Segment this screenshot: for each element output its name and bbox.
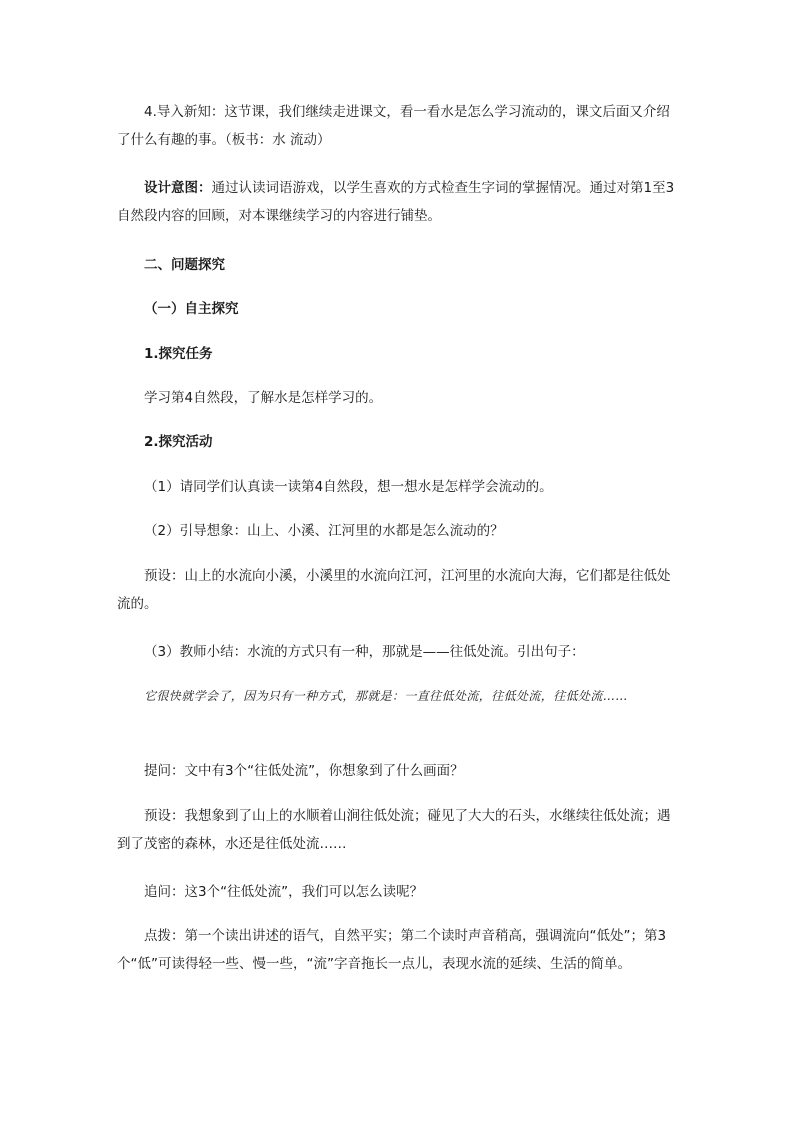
- activity-item-3: （3）教师小结：水流的方式只有一种，那就是——往低处流。引出句子：: [144, 644, 585, 660]
- design-intent-label: 设计意图：: [144, 180, 212, 196]
- design-intent-text: 通过认读词语游戏，以学生喜欢的方式检查生字词的掌握情况。通过对第1至3自然段内容的回顾，对本课继续学习的内容进行铺垫。: [117, 180, 675, 224]
- question-1: 提问：文中有3个“往低处流”，你想象到了什么画面？: [144, 763, 464, 779]
- activity-item-2: （2）引导想象：山上、小溪、江河里的水都是怎么流动的？: [144, 523, 504, 539]
- activity-heading: 2.探究活动: [144, 434, 213, 450]
- activity-item-1: （1）请同学们认真读一读第4自然段，想一想水是怎样学会流动的。: [144, 479, 553, 495]
- task-heading: 1.探究任务: [144, 346, 213, 362]
- question-1-preset: 预设：我想象到了山上的水顺着山涧往低处流；碰见了大大的石头，水继续往低处流；遇到了茂密的森林，水还是往低处流……: [117, 808, 671, 852]
- subsection-heading: （一）自主探究: [144, 301, 239, 317]
- task-text: 学习第4自然段，了解水是怎样学习的。: [144, 390, 383, 406]
- quoted-sentence: 它很快就学会了，因为只有一种方式，那就是：一直往低处流，往低处流，往低处流……: [144, 689, 628, 703]
- question-2: 追问：这3个“往低处流”，我们可以怎么读呢？: [144, 884, 424, 900]
- intro-paragraph: 4.导入新知：这节课，我们继续走进课文，看一看水是怎么学习流动的，课文后面又介绍了什么有趣的事。（板书：水 流动）: [117, 104, 670, 148]
- question-2-guidance: 点拨：第一个读出讲述的语气，自然平实；第二个读时声音稍高，强调流向“低处”；第3个“低”可读得轻一些、慢一些，“流”字音拖长一点儿，表现水流的延续、生活的简单。: [117, 928, 667, 972]
- activity-item-2-preset: 预设：山上的水流向小溪，小溪里的水流向江河，江河里的水流向大海，它们都是往低处流的。: [117, 568, 671, 612]
- section-heading: 二、问题探究: [144, 257, 225, 273]
- design-intent-paragraph: [117, 174, 682, 230]
